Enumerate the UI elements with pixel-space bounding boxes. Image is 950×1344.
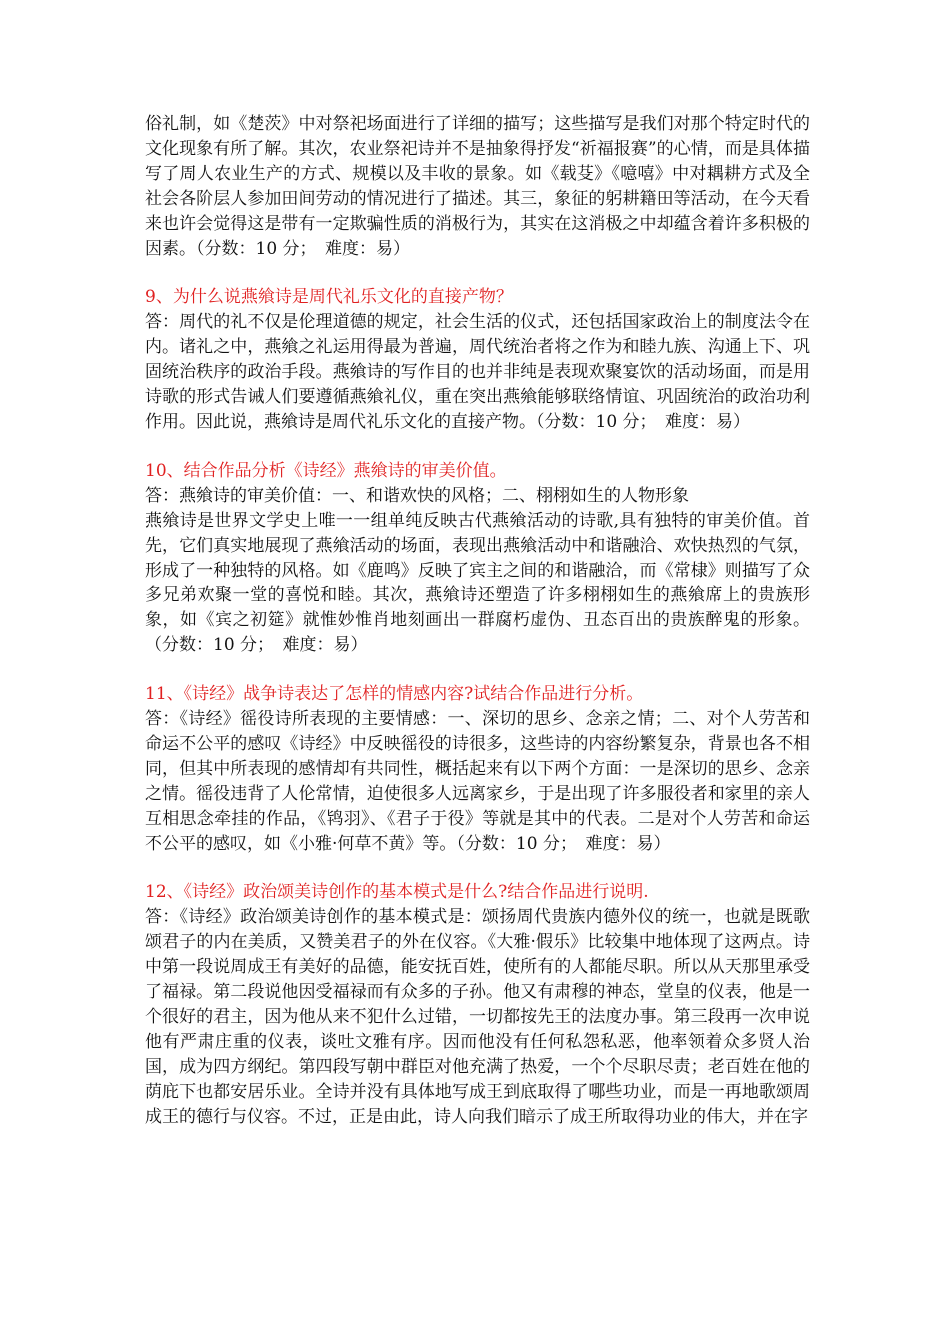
question-heading: 9、为什么说燕飨诗是周代礼乐文化的直接产物？ bbox=[145, 287, 513, 308]
question-heading: 11、《诗经》战争诗表达了怎样的情感内容?试结合作品进行分析。 bbox=[145, 684, 644, 705]
question-heading: 12、《诗经》政治颂美诗创作的基本模式是什么?结合作品进行说明. bbox=[145, 882, 649, 903]
question-section-11 bbox=[145, 682, 810, 856]
intro-paragraph: 俗礼制，如《楚茨》中对祭祀场面进行了详细的描写；这些描写是我们对那个特定时代的文化现象有所了解。其次，农业祭祀诗并不是抽象得抒发“祈福报赛”的心情，而是具体描写了周人农业生产的方式、规模以及丰收的景象。如《载芟》《噫嘻》中对耦耕方式及全社会各阶层人参加田间劳动的情况进行了描述。其三，象征的躬耕籍田等活动，在今天看来也许会觉得这是带有一定欺骗性质的消极行为，其实在这消极之中却蕴含着许多积极的因素。（分数：10 分； 难度：易） bbox=[145, 114, 810, 259]
answer-summary: 答：燕飨诗的审美价值：一、和谐欢快的风格；二、栩栩如生的人物形象 bbox=[145, 485, 689, 506]
document-page bbox=[145, 112, 810, 1130]
question-section-9 bbox=[145, 285, 810, 434]
answer-paragraph: 答：周代的礼不仅是伦理道德的规定，社会生活的仪式，还包括国家政治上的制度法令在内。诸礼之中，燕飨之礼运用得最为普遍，周代统治者将之作为和睦九族、沟通上下、巩固统治秩序的政治手段。燕飨诗的写作目的也并非纯是表现欢聚宴饮的活动场面，而是用诗歌的形式告诫人们要遵循燕飨礼仪，重在突出燕飨能够联络情谊、巩固统治的政治功利作用。因此说，燕飨诗是周代礼乐文化的直接产物。（分数：10 分； 难度：易） bbox=[145, 312, 810, 432]
answer-paragraph: 燕飨诗是世界文学史上唯一一组单纯反映古代燕飨活动的诗歌,具有独特的审美价值。首先，它们真实地展现了燕飨活动的场面，表现出燕飨活动中和谐融洽、欢快热烈的气氛，形成了一种独特的风格。如《鹿鸣》反映了宾主之间的和谐融洽，而《常棣》则描写了众多兄弟欢聚一堂的喜悦和睦。其次，燕飨诗还塑造了许多栩栩如生的燕飨席上的贵族形象，如《宾之初筵》就惟妙惟肖地刻画出一群腐朽虚伪、丑态百出的贵族醉鬼的形象。（分数：10 分； 难度：易） bbox=[145, 510, 810, 656]
question-section-10 bbox=[145, 459, 810, 658]
question-heading: 10、结合作品分析《诗经》燕飨诗的审美价值。 bbox=[145, 460, 507, 481]
answer-paragraph: 答：《诗经》政治颂美诗创作的基本模式是：颂扬周代贵族内德外仪的统一，也就是既歌颂君子的内在美质，又赞美君子的外在仪容。《大雅·假乐》比较集中地体现了这两点。诗中第一段说周成王有美好的品德，能安抚百姓，使所有的人都能尽职。所以从天那里承受了福禄。第二段说他因受福禄而有众多的子孙。他又有肃穆的神态，堂皇的仪表，他是一个很好的君主，因为他从来不犯什么过错，一切都按先王的法度办事。第三段再一次申说他有严肃庄重的仪表，谈吐文雅有序。因而他没有任何私怨私恶，他率领着众多贤人治国，成为四方纲纪。第四段写朝中群臣对他充满了热爱，一个个尽职尽责；老百姓在他的荫庇下也都安居乐业。全诗并没有具体地写成王到底取得了哪些功业，而是一再地歌颂周成王的德行与仪容。不过，正是由此，诗人向我们暗示了成王所取得功业的伟大，并在字 bbox=[145, 907, 810, 1127]
question-section-12 bbox=[145, 880, 810, 1129]
answer-paragraph: 答：《诗经》徭役诗所表现的主要情感：一、深切的思乡、念亲之情；二、对个人劳苦和命运不公平的感叹《诗经》中反映徭役的诗很多，这些诗的内容纷繁复杂，背景也各不相同，但其中所表现的感情却有共同性，概括起来有以下两个方面：一是深切的思乡、念亲之情。徭役违背了人伦常情，迫使很多人远离家乡，于是出现了许多服役者和家里的亲人互相思念牵挂的作品，《鸨羽》、《君子于役》等就是其中的代表。二是对个人劳苦和命运不公平的感叹，如《小雅·何草不黄》等。（分数：10 分； 难度：易） bbox=[145, 709, 810, 854]
